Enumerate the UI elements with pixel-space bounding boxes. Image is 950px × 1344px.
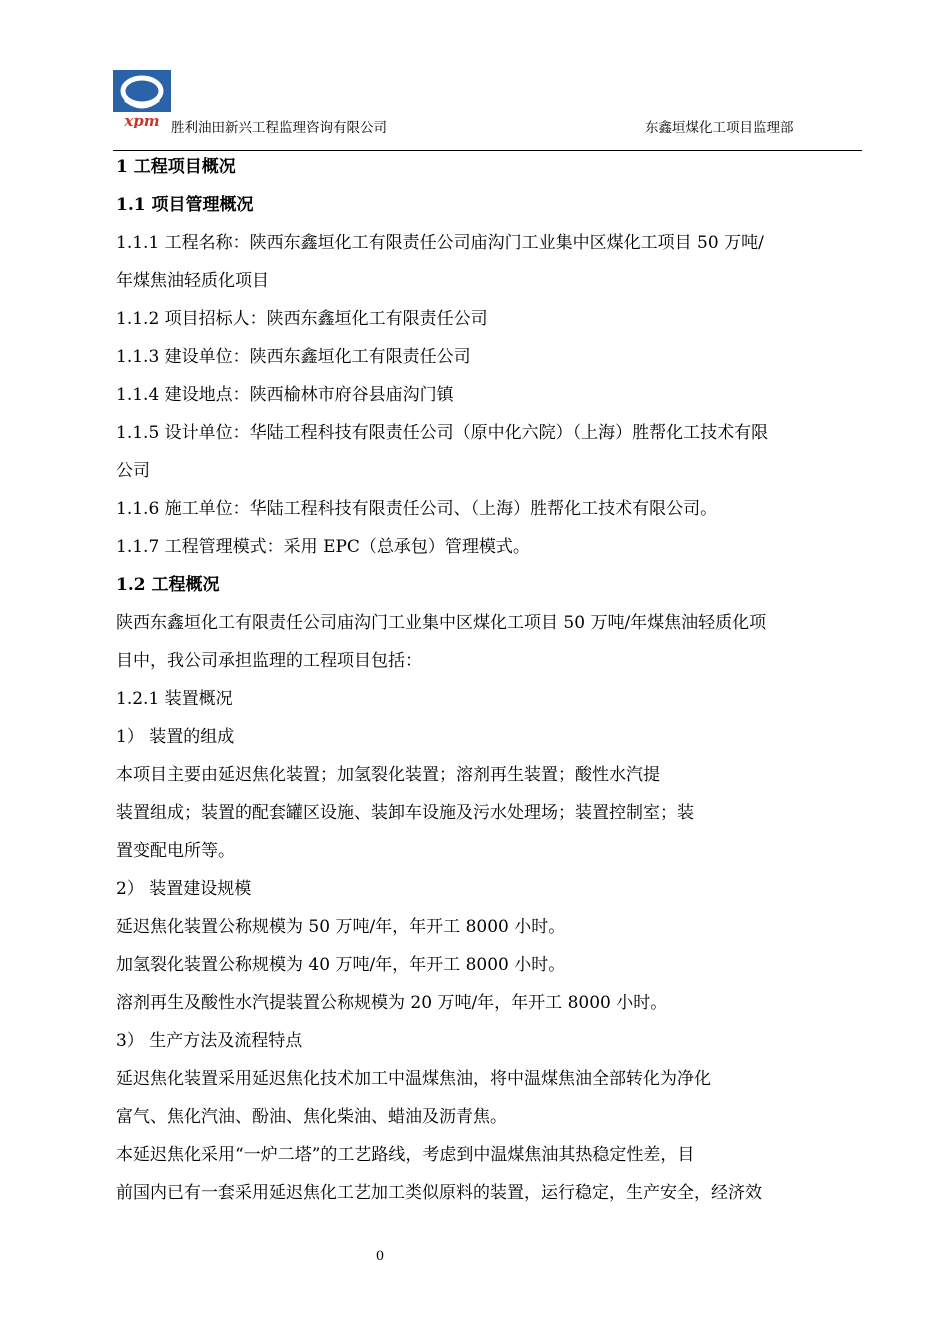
text-line: 1） 装置的组成	[116, 727, 235, 747]
text-line: 本项目主要由延迟焦化装置；加氢裂化装置；溶剂再生装置；酸性水汽提	[116, 765, 660, 785]
text-line: 前国内已有一套采用延迟焦化工艺加工类似原料的装置，运行稳定，生产安全，经济效	[116, 1183, 762, 1203]
text-line: 陕西东鑫垣化工有限责任公司庙沟门工业集中区煤化工项目 50 万吨/年煤焦油轻质化项	[116, 613, 767, 633]
page-number: 0	[375, 1249, 385, 1264]
text-line: 1.1.4 建设地点：陕西榆林市府谷县庙沟门镇	[116, 385, 454, 405]
text-line: 1.1.5 设计单位：华陆工程科技有限责任公司（原中化六院）（上海）胜帮化工技术有限	[116, 423, 769, 443]
company-logo-icon	[113, 70, 171, 128]
text-line: 装置组成；装置的配套罐区设施、装卸车设施及污水处理场；装置控制室；装	[116, 803, 694, 823]
text-line: 延迟焦化装置采用延迟焦化技术加工中温煤焦油，将中温煤焦油全部转化为净化	[116, 1069, 711, 1089]
text-line: 富气、焦化汽油、酚油、焦化柴油、蜡油及沥青焦。	[116, 1107, 507, 1127]
text-line: 1.2.1 装置概况	[116, 689, 233, 709]
text-line: 溶剂再生及酸性水汽提装置公称规模为 20 万吨/年，年开工 8000 小时。	[116, 993, 668, 1013]
section-heading: 1.1 项目管理概况	[116, 195, 254, 215]
document-body	[116, 148, 866, 1212]
company-logo	[113, 70, 171, 128]
text-line: 公司	[116, 461, 150, 481]
text-line: 1.1.2 项目招标人：陕西东鑫垣化工有限责任公司	[116, 309, 488, 329]
header-department-name: 东鑫垣煤化工项目监理部	[645, 120, 794, 136]
text-line: 本延迟焦化采用“一炉二塔”的工艺路线，考虑到中温煤焦油其热稳定性差，目	[116, 1145, 695, 1165]
text-line: 延迟焦化装置公称规模为 50 万吨/年，年开工 8000 小时。	[116, 917, 566, 937]
section-heading: 1.2 工程概况	[116, 575, 220, 595]
text-line: 1.1.7 工程管理模式：采用 EPC（总承包）管理模式。	[116, 537, 530, 557]
text-line: 1.1.1 工程名称：陕西东鑫垣化工有限责任公司庙沟门工业集中区煤化工项目 50 万吨/	[116, 233, 764, 253]
text-line: 2） 装置建设规模	[116, 879, 252, 899]
text-line: 目中，我公司承担监理的工程项目包括：	[116, 651, 422, 671]
text-line: 置变配电所等。	[116, 841, 235, 861]
text-line: 加氢裂化装置公称规模为 40 万吨/年，年开工 8000 小时。	[116, 955, 566, 975]
text-line: 1.1.3 建设单位：陕西东鑫垣化工有限责任公司	[116, 347, 471, 367]
text-line: 3） 生产方法及流程特点	[116, 1031, 303, 1051]
section-heading: 1 工程项目概况	[116, 157, 236, 177]
logo-text: xpm	[124, 112, 160, 128]
text-line: 年煤焦油轻质化项目	[116, 271, 269, 291]
text-line: 1.1.6 施工单位：华陆工程科技有限责任公司、（上海）胜帮化工技术有限公司。	[116, 499, 718, 519]
header-company-name: 胜利油田新兴工程监理咨询有限公司	[171, 120, 387, 136]
